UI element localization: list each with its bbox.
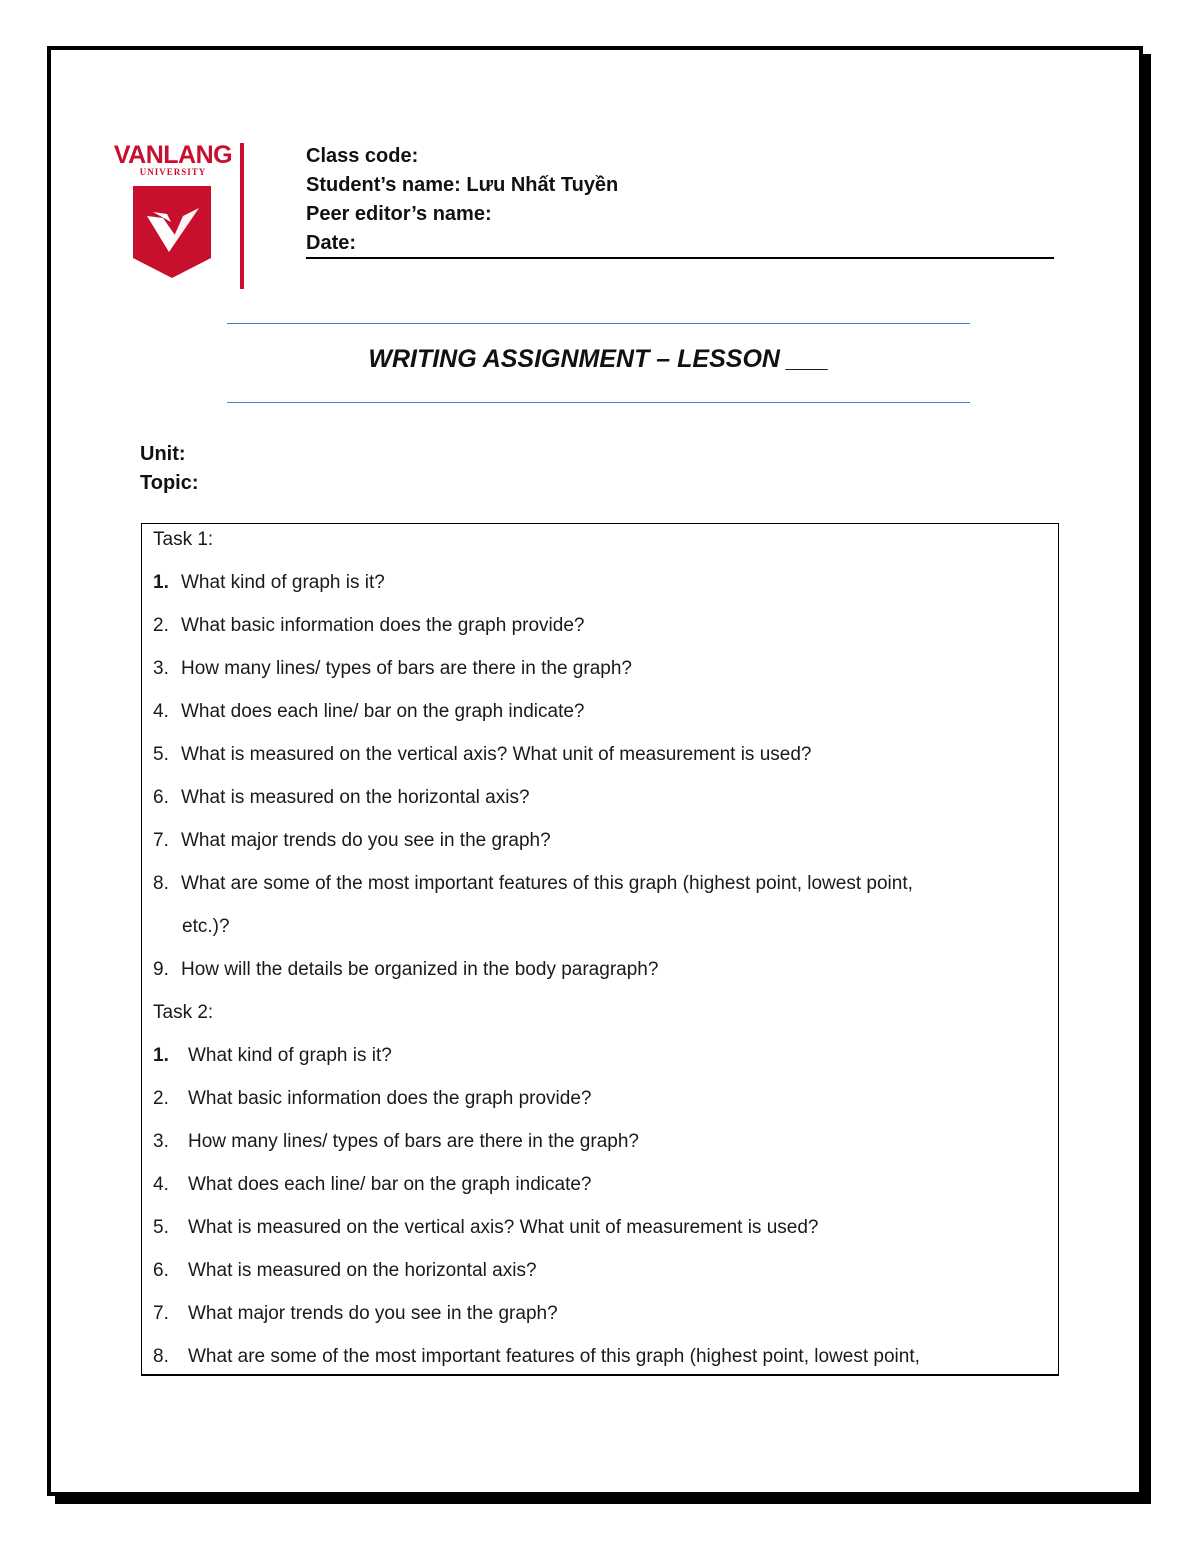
university-logo — [113, 143, 253, 293]
task2-heading: Task 2: — [153, 1002, 214, 1023]
list-item: 4. What does each line/ bar on the graph indicate? — [153, 1174, 592, 1195]
list-item-continuation: etc.)? — [182, 916, 230, 937]
list-item: 3. How many lines/ types of bars are there in the graph? — [153, 1131, 639, 1152]
list-item: 9. How will the details be organized in the body paragraph? — [153, 959, 659, 980]
list-item: 6. What is measured on the horizontal axis? — [153, 1260, 537, 1281]
list-item: 5. What is measured on the vertical axis? What unit of measurement is used? — [153, 1217, 819, 1238]
student-name-label: Student’s name: Lưu Nhất Tuyền — [306, 174, 619, 196]
topic-label: Topic: — [140, 472, 199, 494]
class-code-label: Class code: — [306, 145, 419, 167]
shield-icon — [133, 186, 213, 278]
task1-heading: Task 1: — [153, 529, 214, 550]
list-item: 6. What is measured on the horizontal axis? — [153, 787, 530, 808]
list-item: 2. What basic information does the graph provide? — [153, 615, 585, 636]
list-item: 4. What does each line/ bar on the graph indicate? — [153, 701, 585, 722]
list-item: 7. What major trends do you see in the graph? — [153, 830, 551, 851]
header-rule — [306, 257, 1054, 259]
list-item: 8. What are some of the most important features of this graph (highest point, lowest point, — [153, 873, 913, 894]
list-item: 1. What kind of graph is it? — [153, 1045, 392, 1066]
list-item: 5. What is measured on the vertical axis? What unit of measurement is used? — [153, 744, 812, 765]
page-title: WRITING ASSIGNMENT – LESSON ___ — [368, 345, 829, 373]
logo-divider — [240, 143, 244, 289]
unit-topic — [140, 440, 199, 498]
list-item: 2. What basic information does the graph provide? — [153, 1088, 592, 1109]
student-info — [306, 142, 618, 258]
date-label: Date: — [306, 232, 357, 254]
list-item: 3. How many lines/ types of bars are there in the graph? — [153, 658, 632, 679]
task-box — [141, 523, 1059, 1376]
peer-editor-label: Peer editor’s name: — [306, 203, 492, 225]
logo-name: VANLANG — [113, 141, 233, 169]
title-bottom-rule — [227, 402, 970, 403]
unit-label: Unit: — [140, 443, 186, 465]
list-item: 7. What major trends do you see in the graph? — [153, 1303, 558, 1324]
logo-subtitle: UNIVERSITY — [139, 167, 207, 177]
list-item: 1. What kind of graph is it? — [153, 572, 385, 593]
list-item: 8. What are some of the most important features of this graph (highest point, lowest point, — [153, 1346, 920, 1367]
title-top-rule — [227, 323, 970, 324]
